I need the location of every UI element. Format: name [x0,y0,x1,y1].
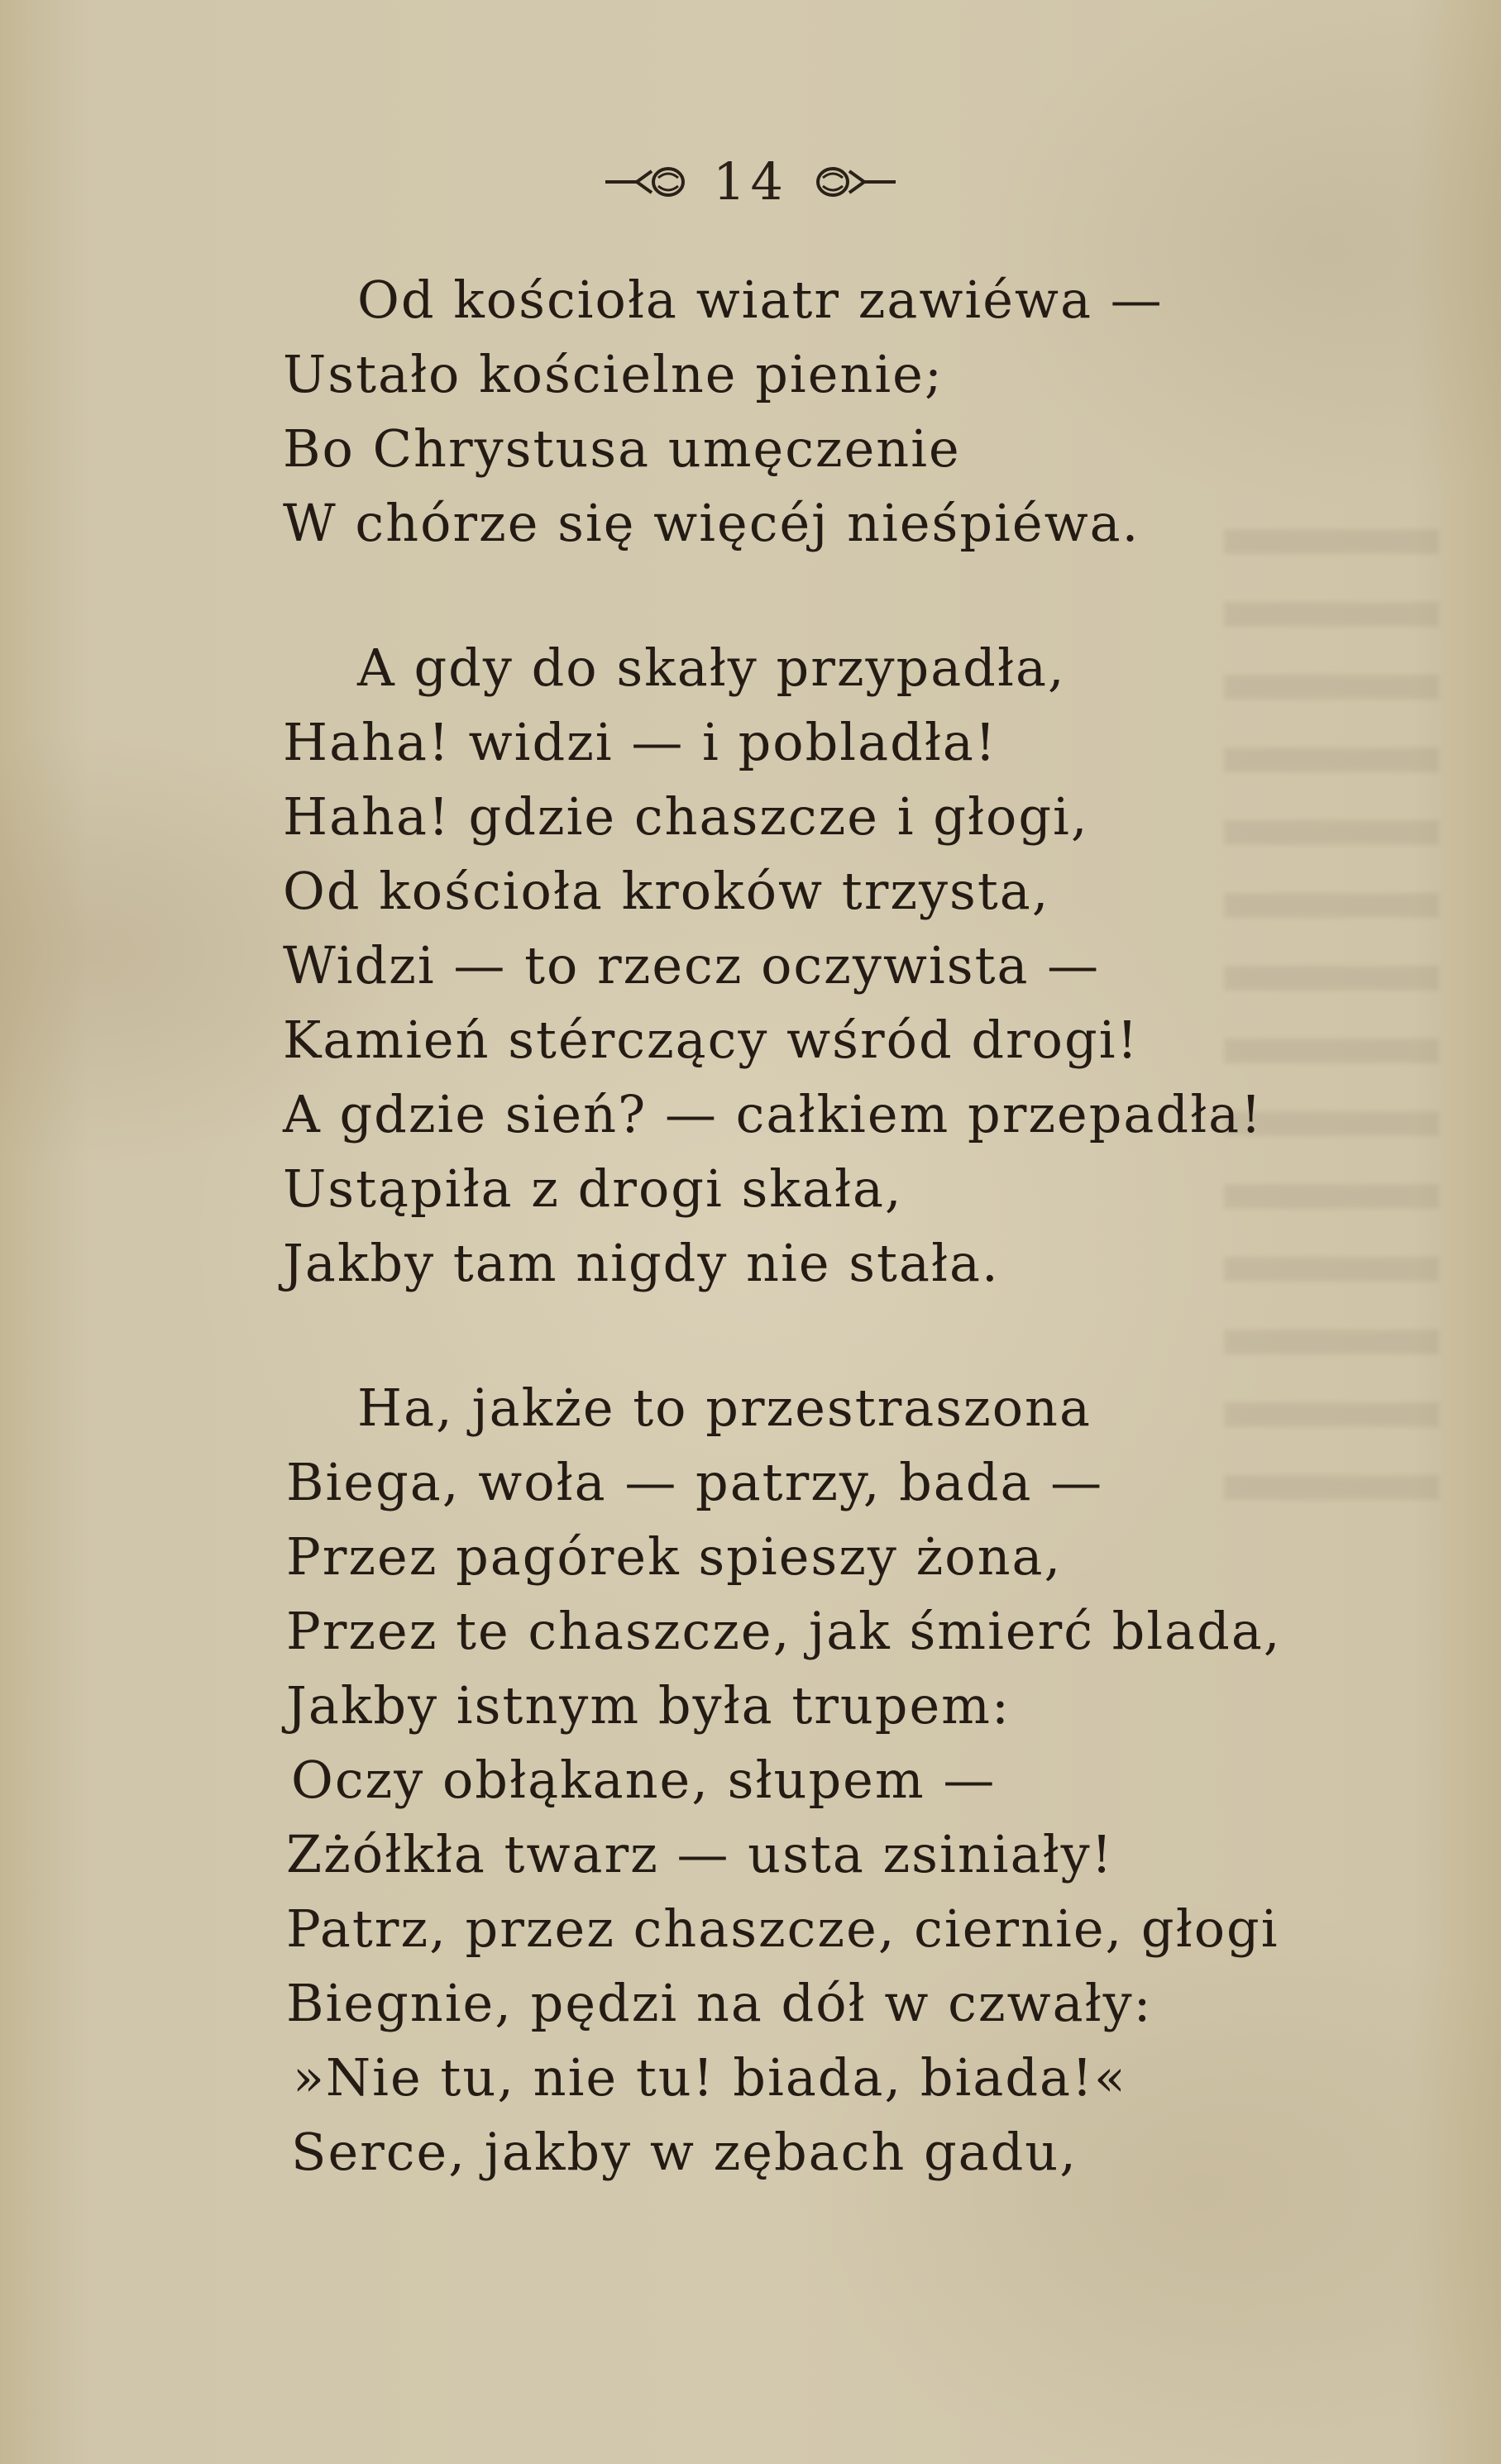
poem-line: Serce, jakby w zębach gadu, [291,2122,1078,2182]
poem-line: Przez te chaszcze, jak śmierć blada, [286,1601,1282,1661]
poem-line: W chórze się więcéj nieśpiéwa. [283,493,1140,553]
poem-line: Zżółkła twarz — usta zsiniały! [286,1824,1114,1884]
poem-line: Haha! gdzie chaszcze i głogi, [283,786,1089,847]
poem-line: Jakby istnym była trupem: [286,1675,1011,1736]
right-ornament-icon [806,161,897,203]
poem-line: Przez pagórek spieszy żona, [286,1526,1063,1587]
poem-line: Jakby tam nigdy nie stała. [283,1233,1000,1293]
poem-line: Biegnie, pędzi na dół w czwały: [286,1973,1153,2033]
stanza-2 [0,631,1501,1301]
poem-line: Kamień stérczący wśród drogi! [283,1010,1140,1070]
poem-body [0,263,1501,2189]
poem-line: Ustąpiła z drogi skała, [283,1158,903,1219]
poem-line: Ustało kościelne pienie; [283,344,944,404]
poem-line: Od kościoła wiatr zawiéwa — [357,270,1164,330]
poem-line: Od kościoła kroków trzysta, [283,861,1050,921]
poem-line: »Nie tu, nie tu! biada, biada!« [293,2047,1127,2108]
page-number: 14 [713,151,788,212]
poem-line: Bo Chrystusa umęczenie [283,418,961,479]
poem-line: Ha, jakże to przestraszona [357,1378,1092,1438]
poem-line: Biega, woła — patrzy, bada — [286,1452,1104,1512]
poem-line: Haha! widzi — i pobladła! [283,712,997,772]
poem-line: Widzi — to rzecz oczywista — [283,935,1101,996]
left-ornament-icon [604,161,695,203]
poem-line: A gdy do skały przypadła, [357,637,1066,698]
poem-line: Patrz, przez chaszcze, ciernie, głogi [286,1898,1279,1959]
poem-line: A gdzie sień? — całkiem przepadła! [283,1084,1264,1144]
stanza-3 [0,1371,1501,2189]
poem-line: Oczy obłąkane, słupem — [291,1750,997,1810]
stanza-1 [0,263,1501,561]
page-header [0,149,1501,215]
